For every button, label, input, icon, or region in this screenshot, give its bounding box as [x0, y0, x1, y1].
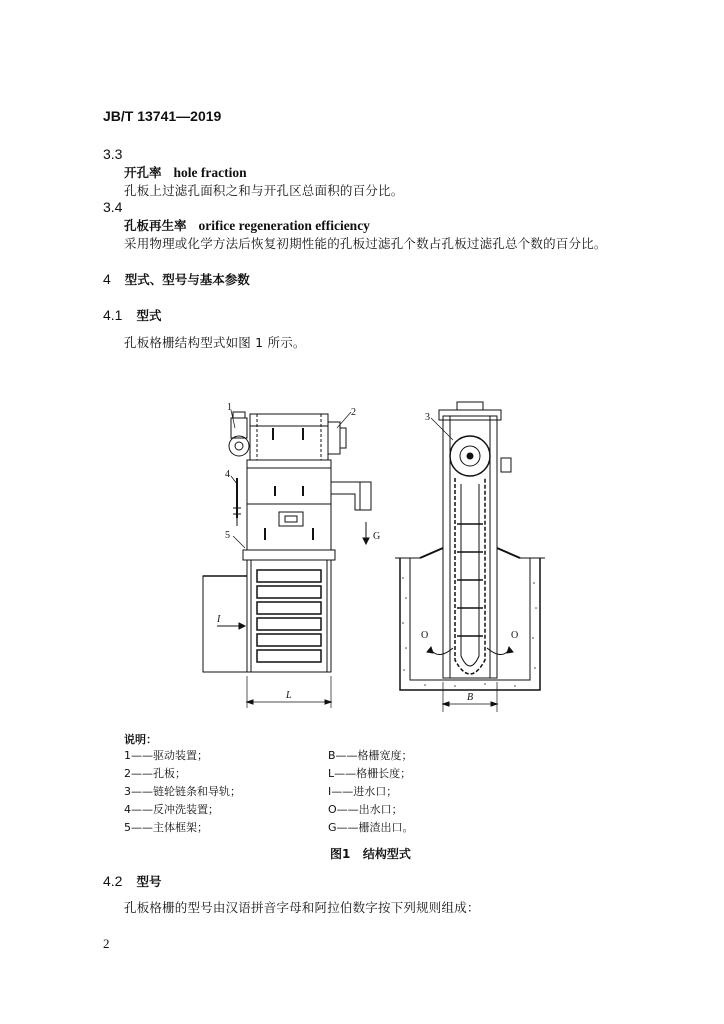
section-4-heading: [103, 270, 250, 288]
section-4-1-heading: [103, 306, 161, 324]
legend-title: 说明：: [124, 733, 157, 746]
front-view: [395, 402, 545, 712]
legend-item: L——格栅长度；: [328, 767, 412, 780]
label-grit: G: [373, 531, 381, 542]
label-outlet-left: O: [421, 630, 429, 641]
legend-item: 1——驱动装置；: [124, 749, 208, 762]
label-inlet: I: [217, 614, 221, 625]
section-4-number: 4: [103, 271, 111, 287]
legend-item: O——出水口；: [328, 803, 403, 816]
section-4-1-title: 型式: [136, 308, 162, 323]
label-length: L: [286, 690, 292, 701]
section-4-1-text: 孔板格栅结构型式如图 1 所示。: [124, 335, 306, 350]
section-3-3-definition: 孔板上过滤孔面积之和与开孔区总面积的百分比。: [124, 183, 404, 198]
term-cn: 开孔率: [124, 165, 162, 180]
legend-item: B——格栅宽度；: [328, 749, 413, 762]
label-5: 5: [225, 530, 230, 541]
drive-unit: [229, 412, 249, 456]
legend-left: [124, 747, 241, 837]
section-3-4-number: 3.4: [103, 199, 123, 215]
label-width: B: [467, 692, 474, 703]
legend-item: 3——链轮链条和导轨；: [124, 785, 241, 798]
term-en: orifice regeneration efficiency: [198, 218, 370, 233]
label-1: 1: [227, 402, 232, 413]
label-4: 4: [225, 469, 230, 480]
label-2: 2: [351, 407, 356, 418]
section-3-4-term: [124, 216, 370, 234]
legend-item: I——进水口；: [328, 785, 398, 798]
section-4-2-number: 4.2: [103, 873, 123, 889]
legend-item: 5——主体框架；: [124, 821, 208, 834]
term-cn: 孔板再生率: [124, 218, 187, 233]
figure-1-drawing: [195, 398, 555, 714]
standard-code: JB/T 13741—2019: [103, 108, 222, 124]
legend-item: 4——反冲洗装置；: [124, 803, 219, 816]
section-4-title: 型式、型号与基本参数: [124, 272, 250, 287]
side-view: [203, 410, 371, 708]
section-4-1-number: 4.1: [103, 307, 123, 323]
backwash-device: [233, 478, 241, 526]
legend-item: 2——孔板；: [124, 767, 186, 780]
section-4-2-heading: [103, 872, 161, 890]
label-outlet-right: O: [511, 630, 519, 641]
figure-caption: 图1 结构型式: [330, 847, 411, 861]
label-3: 3: [425, 412, 430, 423]
page-number: 2: [103, 936, 110, 951]
section-3-3-number: 3.3: [103, 146, 123, 162]
section-4-2-title: 型号: [136, 874, 162, 889]
term-en: hole fraction: [173, 165, 247, 180]
section-3-3-term: [124, 163, 247, 181]
section-4-2-text: 孔板格栅的型号由汉语拼音字母和阿拉伯数字按下列规则组成：: [124, 900, 480, 915]
section-3-4-definition: 采用物理或化学方法后恢复初期性能的孔板过滤孔个数占孔板过滤孔总个数的百分比。: [124, 236, 607, 251]
legend-right: [328, 747, 414, 837]
legend-item: G——栅渣出口。: [328, 821, 414, 834]
